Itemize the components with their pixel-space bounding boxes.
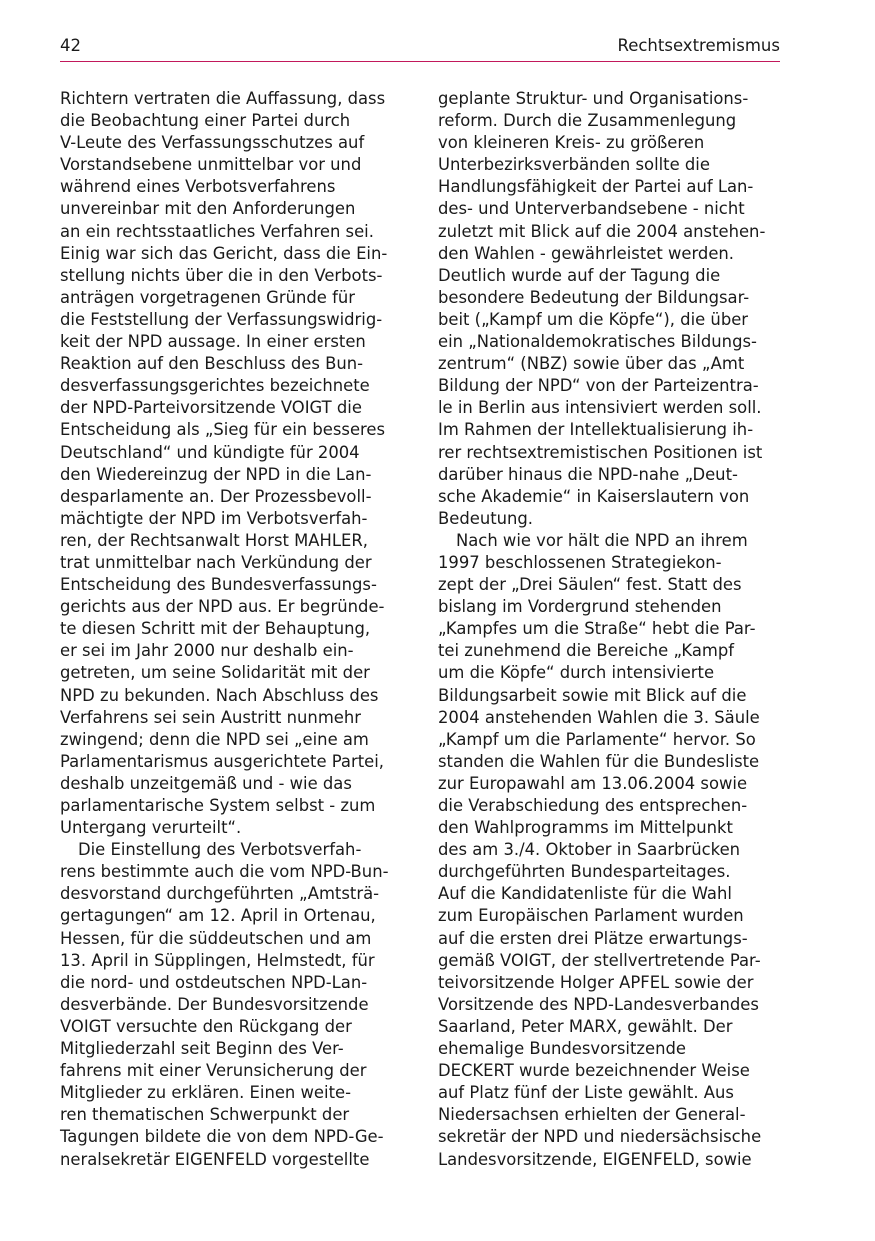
header-divider: [60, 61, 780, 62]
text-line: Parlamentarismus ausgerichtete Partei,: [60, 751, 384, 771]
text-line: le in Berlin aus intensiviert werden soll.: [438, 398, 762, 418]
text-line: Vorsitzende des NPD-Landesverbandes: [438, 994, 759, 1014]
text-line: Mitglieder zu erklären. Einen weite-: [60, 1083, 351, 1103]
text-line: 13. April in Süpplingen, Helmstedt, für: [60, 950, 375, 970]
left-text-column: [60, 88, 410, 1171]
text-line: besondere Bedeutung der Bildungsar-: [438, 287, 750, 307]
text-line: der NPD-Parteivorsitzende VOIGT die: [60, 398, 362, 418]
text-line: Auf die Kandidatenliste für die Wahl: [438, 884, 732, 904]
text-line: ein „Nationaldemokratisches Bildungs-: [438, 332, 757, 352]
text-line: gemäß VOIGT, der stellvertretende Par-: [438, 950, 761, 970]
text-line: mächtigte der NPD im Verbotsverfah-: [60, 508, 368, 528]
text-line: Entscheidung als „Sieg für ein besseres: [60, 420, 386, 440]
text-line: des am 3./4. Oktober in Saarbrücken: [438, 840, 741, 860]
text-line: zum Europäischen Parlament wurden: [438, 906, 744, 926]
text-line: Bildung der NPD“ von der Parteizentra-: [438, 376, 759, 396]
right-text-column: [438, 88, 788, 1171]
text-line: die Beobachtung einer Partei durch: [60, 111, 351, 131]
text-line: die nord- und ostdeutschen NPD-Lan-: [60, 972, 368, 992]
text-line: DECKERT wurde bezeichnender Weise: [438, 1061, 750, 1081]
text-line: gertagungen“ am 12. April in Ortenau,: [60, 906, 376, 926]
text-line: er sei im Jahr 2000 nur deshalb ein-: [60, 641, 354, 661]
text-line: Deutschland“ und kündigte für 2004: [60, 442, 360, 462]
text-line: rer rechtsextremistischen Positionen ist: [438, 442, 763, 462]
text-line: trat unmittelbar nach Verkündung der: [60, 552, 372, 572]
text-line: Nach wie vor hält die NPD an ihrem: [456, 530, 748, 550]
text-line: die Verabschiedung des entsprechen-: [438, 796, 748, 815]
text-line: Hessen, für die süddeutschen und am: [60, 928, 372, 948]
text-line: Richtern vertraten die Auffassung, dass: [60, 89, 386, 108]
text-line: desvorstand durchgeführten „Amtsträ-: [60, 884, 380, 904]
text-line: teivorsitzende Holger APFEL sowie der: [438, 972, 754, 992]
text-line: zwingend; denn die NPD sei „eine am: [60, 729, 369, 749]
page-number: 42: [60, 36, 81, 55]
text-line: anträgen vorgetragenen Gründe für: [60, 287, 355, 307]
text-line: reform. Durch die Zusammenlegung: [438, 111, 737, 131]
text-line: sche Akademie“ in Kaiserslautern von: [438, 486, 750, 506]
text-line: auf Platz fünf der Liste gewählt. Aus: [438, 1083, 734, 1103]
text-line: 1997 beschlossenen Strategiekon-: [438, 552, 722, 572]
text-line: unvereinbar mit den Anforderungen: [60, 199, 356, 219]
text-line: Untergang verurteilt“.: [60, 818, 242, 838]
text-line: Landesvorsitzende, EIGENFELD, sowie: [438, 1149, 752, 1169]
text-line: Bildungsarbeit sowie mit Blick auf die: [438, 685, 747, 705]
text-line: gerichts aus der NPD aus. Er begründe-: [60, 597, 385, 617]
text-line: neralsekretär EIGENFELD vorgestellte: [60, 1149, 370, 1169]
text-line: an ein rechtsstaatliches Verfahren sei.: [60, 221, 374, 241]
text-line: geplante Struktur- und Organisations-: [438, 89, 749, 108]
text-line: die Feststellung der Verfassungswidrig-: [60, 309, 383, 329]
text-line: Deutlich wurde auf der Tagung die: [438, 265, 721, 285]
text-line: Verfahrens sei sein Austritt nunmehr: [60, 707, 361, 727]
text-line: Unterbezirksverbänden sollte die: [438, 155, 710, 175]
text-line: Niedersachsen erhielten der General-: [438, 1105, 746, 1125]
text-line: um die Köpfe“ durch intensivierte: [438, 663, 715, 683]
text-line: zur Europawahl am 13.06.2004 sowie: [438, 773, 748, 793]
text-line: Bedeutung.: [438, 508, 534, 528]
text-line: Handlungsfähigkeit der Partei auf Lan-: [438, 177, 754, 197]
text-line: te diesen Schritt mit der Behauptung,: [60, 619, 371, 639]
text-line: zuletzt mit Blick auf die 2004 anstehen-: [438, 221, 766, 241]
text-line: den Wahlprogramms im Mittelpunkt: [438, 818, 733, 838]
text-line: durchgeführten Bundesparteitages.: [438, 862, 731, 882]
text-line: zentrum“ (NBZ) sowie über das „Amt: [438, 354, 745, 374]
text-line: desverfassungsgerichtes bezeichnete: [60, 376, 370, 396]
text-line: des- und Unterverbandsebene - nicht: [438, 199, 745, 219]
text-line: tei zunehmend die Bereiche „Kampf: [438, 641, 735, 661]
text-line: „Kampf um die Parlamente“ hervor. So: [438, 729, 756, 749]
text-line: rens bestimmte auch die vom NPD-Bun-: [60, 862, 389, 882]
text-line: Im Rahmen der Intellektualisierung ih-: [438, 420, 754, 440]
text-line: Entscheidung des Bundesverfassungs-: [60, 575, 377, 595]
text-line: keit der NPD aussage. In einer ersten: [60, 332, 366, 352]
page-header: [60, 36, 780, 60]
text-line: zept der „Drei Säulen“ fest. Statt des: [438, 575, 742, 595]
text-line: desparlamente an. Der Prozessbevoll-: [60, 486, 372, 506]
text-line: Tagungen bildete die von dem NPD-Ge-: [60, 1127, 384, 1147]
text-line: desverbände. Der Bundesvorsitzende: [60, 994, 369, 1014]
text-line: von kleineren Kreis- zu größeren: [438, 133, 705, 153]
text-line: Saarland, Peter MARX, gewählt. Der: [438, 1016, 733, 1036]
text-line: ehemalige Bundesvorsitzende: [438, 1039, 686, 1059]
text-line: darüber hinaus die NPD-nahe „Deut-: [438, 464, 738, 484]
text-line: Mitgliederzahl seit Beginn des Ver-: [60, 1039, 344, 1059]
text-line: beit („Kampf um die Köpfe“), die über: [438, 309, 749, 329]
text-line: standen die Wahlen für die Bundesliste: [438, 751, 760, 771]
text-line: sekretär der NPD und niedersächsische: [438, 1127, 762, 1147]
text-line: Vorstandsebene unmittelbar vor und: [60, 155, 362, 175]
text-line: „Kampfes um die Straße“ hebt die Par-: [438, 619, 756, 639]
text-line: 2004 anstehenden Wahlen die 3. Säule: [438, 707, 760, 727]
text-line: den Wiedereinzug der NPD in die Lan-: [60, 464, 372, 484]
running-title: Rechtsextremismus: [617, 36, 780, 55]
text-line: auf die ersten drei Plätze erwartungs-: [438, 928, 748, 948]
text-line: parlamentarische System selbst - zum: [60, 796, 376, 815]
text-line: während eines Verbotsverfahrens: [60, 177, 336, 197]
text-line: getreten, um seine Solidarität mit der: [60, 663, 370, 683]
text-line: ren, der Rechtsanwalt Horst MAHLER,: [60, 530, 368, 550]
text-line: VOIGT versuchte den Rückgang der: [60, 1016, 352, 1036]
text-line: stellung nichts über die in den Verbots-: [60, 265, 383, 285]
text-line: deshalb unzeitgemäß und - wie das: [60, 773, 352, 793]
text-line: den Wahlen - gewährleistet werden.: [438, 243, 735, 263]
text-line: ren thematischen Schwerpunkt der: [60, 1105, 350, 1125]
text-line: Die Einstellung des Verbotsverfah-: [78, 840, 362, 860]
text-line: Reaktion auf den Beschluss des Bun-: [60, 354, 364, 374]
text-line: Einig war sich das Gericht, dass die Ein-: [60, 243, 388, 263]
text-line: bislang im Vordergrund stehenden: [438, 597, 722, 617]
text-line: NPD zu bekunden. Nach Abschluss des: [60, 685, 379, 705]
text-line: V-Leute des Verfassungsschutzes auf: [60, 133, 365, 153]
text-line: fahrens mit einer Verunsicherung der: [60, 1061, 367, 1081]
